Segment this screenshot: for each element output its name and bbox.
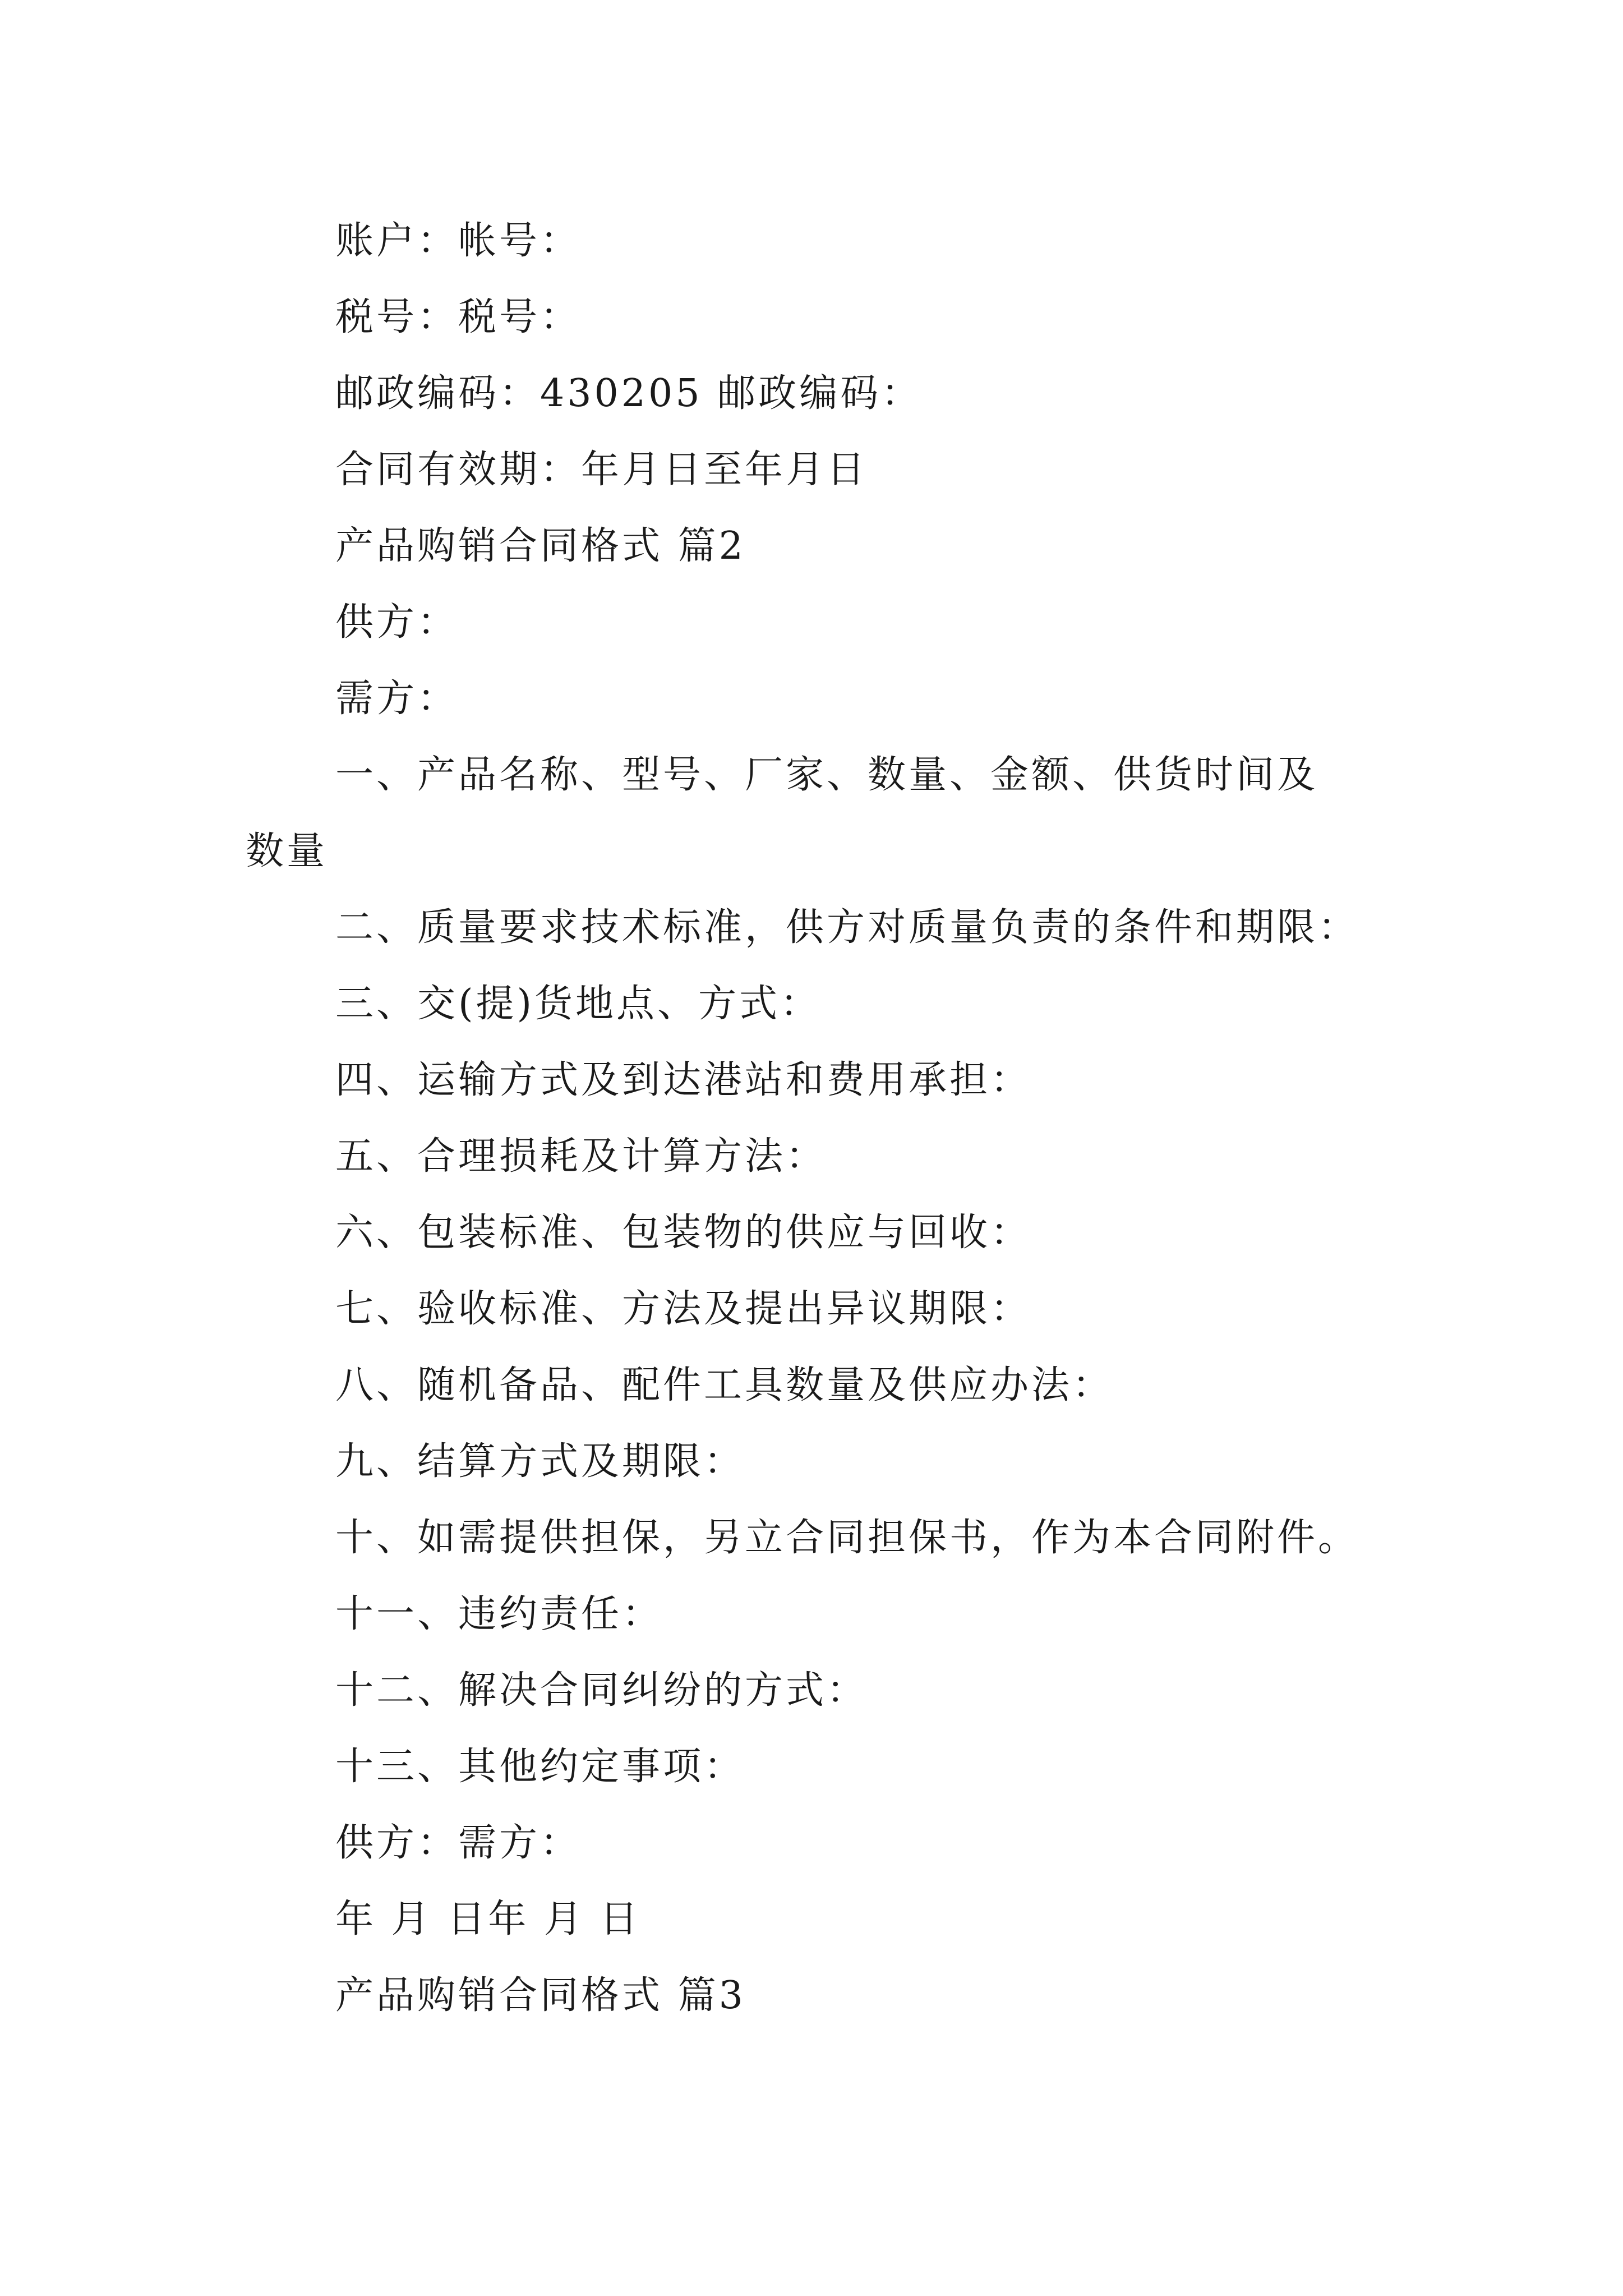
clause-3: 三、交(提)货地点、方式： [335, 982, 822, 1026]
clause-9: 九、结算方式及期限： [335, 1439, 745, 1484]
section-heading-2: 产品购销合同格式 篇2 [335, 524, 746, 568]
clause-2: 二、质量要求技术标准，供方对质量负责的条件和期限： [335, 905, 1359, 950]
validity-period-line: 合同有效期：年月日至年月日 [335, 448, 868, 492]
supplier-line: 供方： [335, 600, 459, 645]
clause-11: 十一、违约责任： [335, 1592, 663, 1636]
signature-parties: 供方：需方： [335, 1821, 582, 1865]
section-heading-3: 产品购销合同格式 篇3 [335, 1973, 746, 2018]
signature-dates: 年 月 日年 月 日 [335, 1897, 641, 1941]
clause-10: 十、如需提供担保，另立合同担保书，作为本合同附件。 [335, 1516, 1359, 1560]
clause-12: 十二、解决合同纠纷的方式： [335, 1668, 868, 1713]
clause-4: 四、运输方式及到达港站和费用承担： [335, 1058, 1032, 1102]
clause-1-continued: 数量 [246, 829, 328, 873]
clause-6: 六、包装标准、包装物的供应与回收： [335, 1211, 1032, 1255]
account-line: 账户：帐号： [335, 219, 582, 263]
clause-7: 七、验收标准、方法及提出异议期限： [335, 1287, 1032, 1331]
clause-5: 五、合理损耗及计算方法： [335, 1134, 827, 1179]
tax-number-line: 税号：税号： [335, 295, 582, 339]
clause-13: 十三、其他约定事项： [335, 1745, 745, 1789]
clause-8: 八、随机备品、配件工具数量及供应办法： [335, 1363, 1114, 1407]
clause-1: 一、产品名称、型号、厂家、数量、金额、供货时间及 [335, 753, 1318, 797]
postal-code-line: 邮政编码：430205 邮政编码： [335, 371, 923, 416]
buyer-line: 需方： [335, 677, 459, 721]
